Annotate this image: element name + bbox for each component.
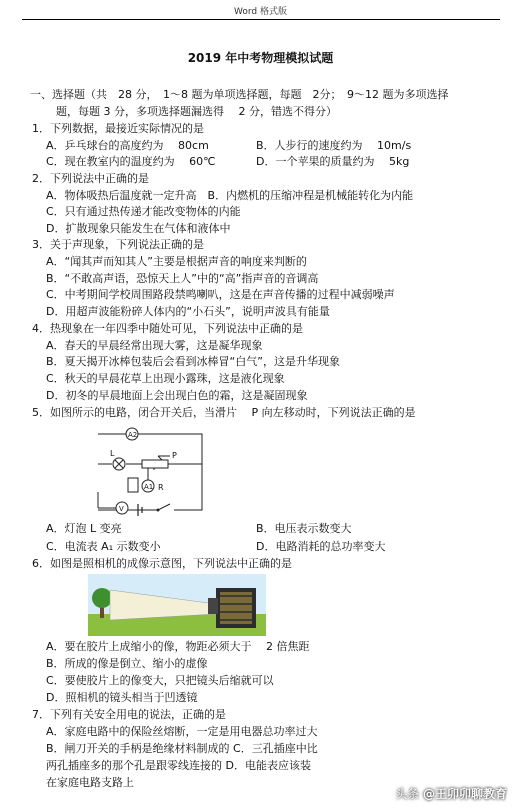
section-instructions-line1: 一、选择题（共 28 分， 1～8 题为单项选择题，每题 2分； 9～12 题为多项选择 xyxy=(30,88,449,101)
q6-option-c: C．要使胶片上的像变大，只把镜头后缩就可以 xyxy=(46,674,274,687)
q3-stem: 3．关于声现象，下列说法正确的是 xyxy=(32,238,204,251)
q5-option-c: C．电流表 A₁ 示数变小 xyxy=(46,540,161,553)
ammeter-a1-label: A1 xyxy=(144,483,154,491)
q6-option-b: B．所成的像是倒立、缩小的虚像 xyxy=(46,657,208,670)
q4-option-b: B．夏天揭开冰棒包装后会看到冰棒冒“白气”，这是升华现象 xyxy=(46,355,340,368)
q1-option-a: A．乒乓球台的高度约为 80cm xyxy=(46,139,209,152)
q7-option-line1: A．家庭电路中的保险丝熔断，一定是用电器总功率过大 xyxy=(46,725,318,738)
q3-option-d: D．用超声波能粉碎人体内的“小石头”，说明声波具有能量 xyxy=(46,305,330,318)
q2-option-ab: A．物体吸热后温度就一定升高 B．内燃机的压缩冲程是机械能转化为内能 xyxy=(46,189,414,202)
watermark-brand: 头条 xyxy=(395,787,420,801)
q2-option-c: C．只有通过热传递才能改变物体的内能 xyxy=(46,205,241,218)
q1-option-d: D．一个苹果的质量约为 5kg xyxy=(256,155,410,168)
q7-stem: 7．下列有关安全用电的说法，正确的是 xyxy=(32,708,226,721)
q5-option-d: D．电路消耗的总功率变大 xyxy=(256,540,386,553)
watermark-handle: @王卯卯聊教育 xyxy=(422,787,507,801)
q1-stem: 1．下列数据，最接近实际情况的是 xyxy=(32,122,204,135)
q6-stem: 6．如图是照相机的成像示意图，下列说法中正确的是 xyxy=(32,557,292,570)
section-instructions-line2: 题，每题 3 分，多项选择题漏选得 2 分，错选不得分） xyxy=(56,105,337,118)
q5-circuit-diagram xyxy=(90,420,210,520)
tree-icon xyxy=(92,588,112,608)
q5-option-b: B．电压表示数变大 xyxy=(256,522,352,535)
lamp-label: L xyxy=(110,449,115,458)
header-divider xyxy=(22,19,500,20)
q5-stem: 5．如图所示的电路，闭合开关后，当滑片 P 向左移动时，下列说法正确的是 xyxy=(32,406,416,419)
q6-camera-diagram xyxy=(88,574,266,636)
q7-option-line4: 在家庭电路支路上 xyxy=(46,776,134,789)
resistor-symbol xyxy=(128,478,138,492)
q4-option-d: D．初冬的早晨地面上会出现白色的霜，这是凝固现象 xyxy=(46,389,308,402)
rheostat-symbol xyxy=(142,460,168,468)
q6-option-a: A．要在胶片上成缩小的像，物距必须大于 2 倍焦距 xyxy=(46,640,310,653)
voltmeter-label: V xyxy=(119,505,124,513)
q4-stem: 4．热现象在一年四季中随处可见，下列说法中正确的是 xyxy=(32,322,303,335)
q6-option-d: D．照相机的镜头相当于凹透镜 xyxy=(46,691,198,704)
q4-option-c: C．秋天的早晨花草上出现小露珠，这是液化现象 xyxy=(46,372,285,385)
q1-option-b: B．人步行的速度约为 10m/s xyxy=(256,139,412,152)
resistor-label: R xyxy=(158,483,164,492)
q2-option-d: D．扩散现象只能发生在气体和液体中 xyxy=(46,222,231,235)
q3-option-b: B．“不敢高声语，恐惊天上人”中的“高”指声音的音调高 xyxy=(46,272,319,285)
q3-option-c: C．中考期间学校周围路段禁鸣喇叭，这是在声音传播的过程中减弱噪声 xyxy=(46,288,395,301)
ammeter-a2-label: A2 xyxy=(128,431,138,439)
q2-stem: 2．下列说法中正确的是 xyxy=(32,172,149,185)
q7-option-line3: 两孔插座多的那个孔是跟零线连接的 D．电能表应该装 xyxy=(46,759,311,772)
switch-symbol xyxy=(158,504,170,510)
watermark xyxy=(395,785,507,802)
exam-title: 2019 年中考物理模拟试题 xyxy=(187,51,334,65)
q5-option-a: A．灯泡 L 变亮 xyxy=(46,522,122,535)
slider-label: P xyxy=(172,451,177,460)
q7-option-line2: B．闸刀开关的手柄是绝缘材料制成的 C．三孔插座中比 xyxy=(46,742,318,755)
q3-option-a: A．“闻其声而知其人”主要是根据声音的响度来判断的 xyxy=(46,255,307,268)
q4-option-a: A．春天的早晨经常出现大雾，这是凝华现象 xyxy=(46,339,263,352)
page-header: Word 格式版 xyxy=(234,7,287,17)
q1-option-c: C．现在教室内的温度约为 60℃ xyxy=(46,155,216,168)
